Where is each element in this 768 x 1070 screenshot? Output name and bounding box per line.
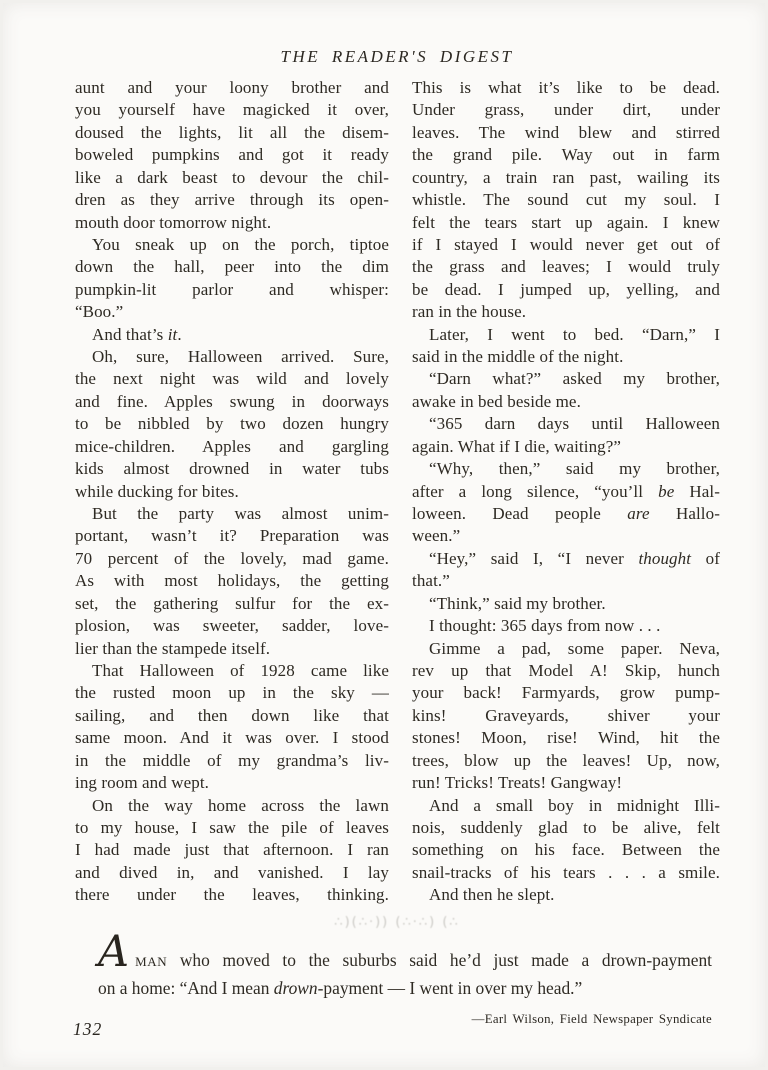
- text-line: portant, wasn’t it? Preparation was: [75, 526, 389, 546]
- text-line: the grand pile. Way out in farm: [412, 145, 720, 165]
- text-line: mouth door tomorrow night.: [75, 212, 272, 232]
- text-line: I had made just that afternoon. I ran: [75, 840, 389, 860]
- anecdote-text: MAN who moved to the suburbs said he’d just made a drown-payment: [135, 950, 712, 970]
- text-line: “365 darn days until Halloween: [429, 414, 720, 434]
- text-line: 70 percent of the lovely, mad game.: [75, 548, 389, 568]
- text-line: the rusted moon up in the sky —: [75, 683, 389, 703]
- dropcap-letter: A: [98, 927, 129, 977]
- text-line: down the hall, peer into the dim: [75, 257, 389, 277]
- text-line: “Hey,” said I, “I never thought of: [429, 548, 720, 568]
- text-line: boweled pumpkins and got it ready: [75, 145, 389, 165]
- text-line: As with most holidays, the getting: [75, 571, 389, 591]
- text-line: ran in the house.: [412, 302, 527, 322]
- text-line: and fine. Apples swung in doorways: [75, 391, 389, 411]
- text-line: On the way home across the lawn: [92, 795, 389, 815]
- text-line: awake in bed beside me.: [412, 391, 581, 411]
- text-line: like a dark beast to devour the chil-: [75, 167, 389, 187]
- text-line: aunt and your loony brother and: [75, 78, 389, 97]
- text-line: Later, I went to bed. “Darn,” I: [429, 324, 720, 344]
- text-line: And a small boy in midnight Illi-: [429, 795, 720, 815]
- text-line: felt the tears start up again. I knew: [412, 212, 720, 232]
- text-line: sailing, and then down like that: [75, 705, 389, 725]
- text-line: pumpkin-lit parlor and whisper:: [75, 279, 389, 299]
- attribution: —Earl Wilson, Field Newspaper Syndicate: [471, 1012, 712, 1026]
- text-line: set, the gathering sulfur for the ex-: [75, 593, 389, 613]
- page-number: 132: [73, 1019, 103, 1039]
- anecdote-line-2: on a home: “And I mean drown-payment — I went in over my head.”: [98, 978, 583, 998]
- text-line: And that’s it.: [92, 324, 182, 344]
- divider-ornament: ∴)(∴·)) (∴·∴) (∴: [334, 915, 460, 930]
- text-line: the next night was wild and lovely: [75, 369, 389, 389]
- text-line: the grass and leaves; I would truly: [412, 257, 720, 277]
- text-line: your back! Farmyards, grow pump-: [412, 683, 720, 703]
- text-line: something on his face. Between the: [412, 840, 720, 860]
- text-line: rev up that Model A! Skip, hunch: [412, 660, 720, 680]
- magazine-page: [3, 3, 765, 1067]
- text-line: doused the lights, lit all the disem-: [75, 122, 389, 142]
- anecdote-line-1: [98, 927, 712, 977]
- text-line: run! Tricks! Treats! Gangway!: [412, 773, 623, 793]
- text-line: plosion, was sweeter, sadder, love-: [75, 616, 389, 636]
- text-line: And then he slept.: [429, 885, 555, 905]
- text-line: ing room and wept.: [75, 773, 209, 793]
- text-line: in the middle of my grandma’s liv-: [75, 750, 389, 770]
- text-line: to be nibbled by two dozen hungry: [75, 414, 389, 434]
- text-line: kids almost drowned in water tubs: [75, 459, 389, 479]
- text-line: dren as they arrive through its open-: [75, 190, 389, 210]
- text-line: “Boo.”: [75, 302, 124, 322]
- text-line: “Why, then,” said my brother,: [429, 459, 720, 479]
- text-line: I thought: 365 days from now . . .: [429, 616, 661, 636]
- text-line: That Halloween of 1928 came like: [92, 660, 389, 680]
- text-line: trees, blow up the leaves! Up, now,: [412, 750, 720, 770]
- text-line: to my house, I saw the pile of leaves: [75, 817, 389, 837]
- text-line: nois, suddenly glad to be alive, felt: [412, 817, 720, 837]
- right-column: [412, 77, 720, 907]
- text-line: But the party was almost unim-: [92, 504, 389, 524]
- text-line: loween. Dead people are Hallo-: [412, 504, 720, 524]
- text-line: “Think,” said my brother.: [429, 593, 606, 613]
- text-line: leaves. The wind blew and stirred: [412, 122, 720, 142]
- text-line: stones! Moon, rise! Wind, hit the: [412, 728, 720, 748]
- text-line: there under the leaves, thinking.: [75, 885, 389, 905]
- text-line: kins! Graveyards, shiver your: [412, 705, 720, 725]
- text-line: same moon. And it was over. I stood: [75, 728, 389, 748]
- text-line: you yourself have magicked it over,: [75, 100, 389, 120]
- text-line: “Darn what?” asked my brother,: [429, 369, 720, 389]
- text-line: lier than the stampede itself.: [75, 638, 271, 658]
- text-line: ween.”: [412, 526, 461, 546]
- text-line: Under grass, under dirt, under: [412, 100, 720, 120]
- text-line: and dived in, and vanished. I lay: [75, 862, 389, 882]
- text-line: You sneak up on the porch, tiptoe: [92, 234, 389, 254]
- page-header: THE READER'S DIGEST: [280, 47, 514, 66]
- text-line: while ducking for bites.: [75, 481, 239, 501]
- text-line: snail-tracks of his tears . . . a smile.: [412, 862, 720, 882]
- anecdote-block: [98, 927, 712, 1032]
- text-line: again. What if I die, waiting?”: [412, 436, 622, 456]
- text-line: after a long silence, “you’ll be Hal-: [412, 481, 720, 501]
- text-line: This is what it’s like to be dead.: [412, 78, 720, 97]
- text-line: if I stayed I would never get out of: [412, 234, 720, 254]
- text-line: country, a train ran past, wailing its: [412, 167, 720, 187]
- text-line: Gimme a pad, some paper. Neva,: [429, 638, 720, 658]
- text-line: be dead. I jumped up, yelling, and: [412, 279, 720, 299]
- text-line: said in the middle of the night.: [412, 347, 624, 367]
- text-line: mice-children. Apples and gargling: [75, 436, 389, 456]
- left-column: [75, 77, 389, 907]
- text-line: that.”: [412, 571, 450, 591]
- text-line: Oh, sure, Halloween arrived. Sure,: [92, 347, 389, 367]
- text-line: whistle. The sound cut my soul. I: [412, 190, 720, 210]
